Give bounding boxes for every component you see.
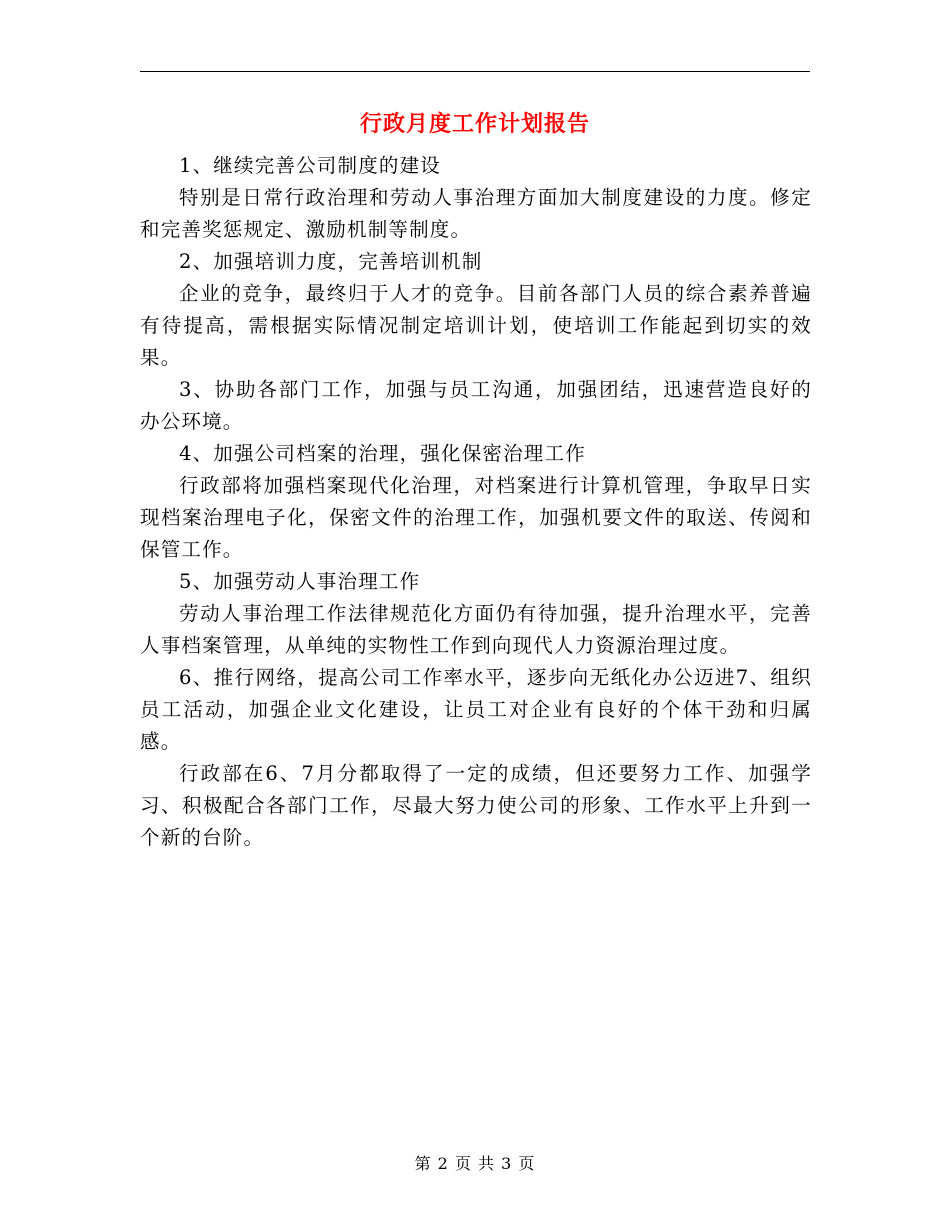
body-paragraph-1: 特别是日常行政治理和劳动人事治理方面加大制度建设的力度。修定和完善奖惩规定、激励机制等制度。 <box>140 186 812 241</box>
section-heading-3: 3、协助各部门工作，加强与员工沟通，加强团结，迅速营造良好的办公环境。 <box>140 378 812 433</box>
closing-paragraph: 行政部在6、7月分都取得了一定的成绩，但还要努力工作、加强学习、积极配合各部门工作，尽最大努力使公司的形象、工作水平上升到一个新的台阶。 <box>140 762 812 849</box>
header-rule <box>140 71 810 72</box>
section-heading-1: 1、继续完善公司制度的建设 <box>179 154 442 177</box>
body-paragraph-5: 劳动人事治理工作法律规范化方面仍有待加强，提升治理水平，完善人事档案管理，从单纯的实物性工作到向现代人力资源治理过度。 <box>140 602 812 657</box>
section-heading-4: 4、加强公司档案的治理，强化保密治理工作 <box>179 442 586 465</box>
document-body <box>140 150 812 854</box>
page-number-footer: 第 2 页 共 3 页 <box>414 1154 536 1173</box>
body-paragraph-4: 行政部将加强档案现代化治理，对档案进行计算机管理，争取早日实现档案治理电子化，保密文件的治理工作，加强机要文件的取送、传阅和保管工作。 <box>140 474 812 561</box>
body-paragraph-2: 企业的竞争，最终归于人才的竞争。目前各部门人员的综合素养普遍有待提高，需根据实际情况制定培训计划，使培训工作能起到切实的效果。 <box>140 282 812 369</box>
section-heading-6-7: 6、推行网络，提高公司工作率水平，逐步向无纸化办公迈进7、组织员工活动，加强企业文化建设，让员工对企业有良好的个体干劲和归属感。 <box>140 666 812 753</box>
section-heading-5: 5、加强劳动人事治理工作 <box>179 570 421 593</box>
section-heading-2: 2、加强培训力度，完善培训机制 <box>179 250 483 273</box>
document-title: 行政月度工作计划报告 <box>359 111 590 137</box>
